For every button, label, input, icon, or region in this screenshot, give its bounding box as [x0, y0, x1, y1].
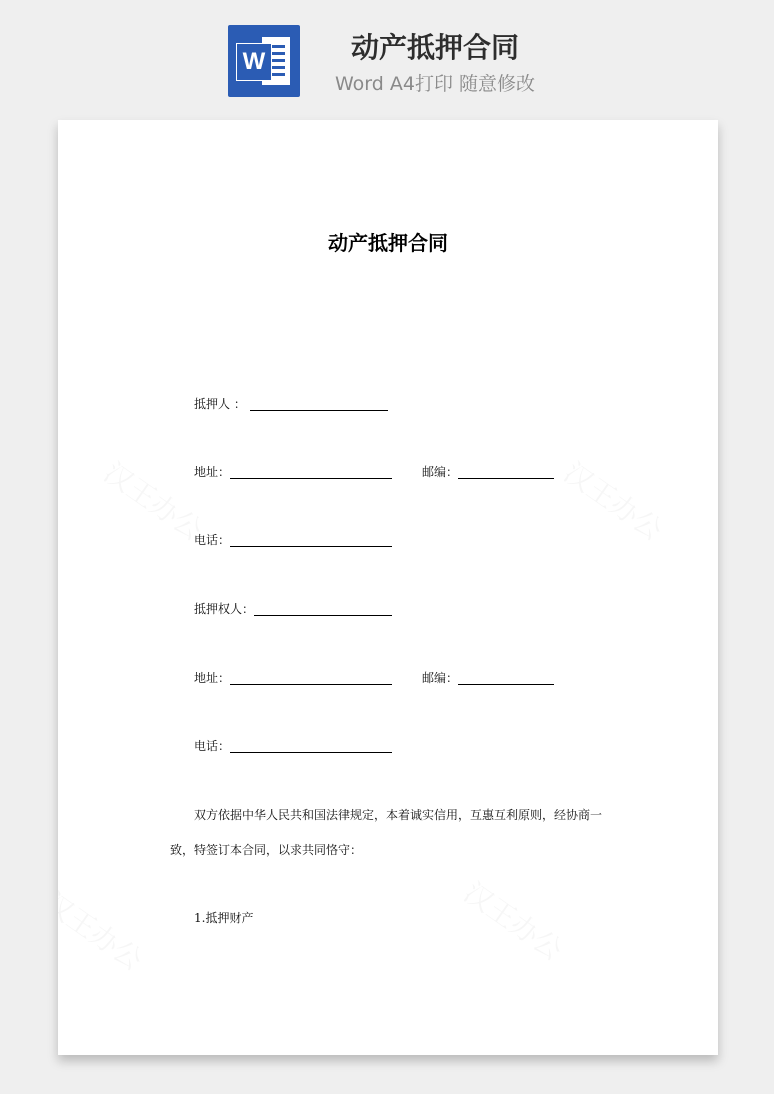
watermark — [58, 881, 151, 978]
address-blank[interactable] — [230, 464, 392, 479]
postcode-label: 邮编： — [422, 465, 459, 479]
watermark — [457, 871, 572, 968]
address-label: 地址： — [194, 671, 231, 685]
phone-blank[interactable] — [230, 738, 392, 753]
mortgagee-line — [194, 599, 392, 619]
mortgagor-phone-line — [194, 530, 392, 550]
mortgagee-address-line — [194, 668, 392, 688]
mortgagor-blank[interactable] — [250, 396, 388, 411]
postcode-blank[interactable] — [458, 670, 554, 685]
intro-paragraph-line1: 双方依据中华人民共和国法律规定，本着诚实信用，互惠互利原则，经协商一 — [194, 808, 603, 822]
mortgagor-line — [194, 394, 388, 414]
word-icon-letter: W — [236, 43, 272, 81]
banner-title: 动产抵押合同 — [350, 31, 519, 64]
document-title: 动产抵押合同 — [328, 231, 448, 255]
mortgagee-label: 抵押权人： — [194, 602, 255, 616]
phone-label: 电话： — [194, 533, 231, 547]
mortgagee-phone-line — [194, 736, 392, 756]
mortgagor-address-line — [194, 462, 392, 482]
mortgagee-postcode-line — [422, 668, 554, 688]
mortgagee-blank[interactable] — [254, 601, 392, 616]
section-heading: 1.抵押财产 — [194, 911, 254, 925]
phone-blank[interactable] — [230, 532, 392, 547]
document-page — [58, 120, 718, 1055]
banner-subtitle: Word A4打印 随意修改 — [334, 73, 535, 95]
mortgagor-label: 抵押人 ： — [194, 397, 246, 411]
address-label: 地址： — [194, 465, 231, 479]
address-blank[interactable] — [230, 670, 392, 685]
postcode-label: 邮编： — [422, 671, 459, 685]
mortgagor-postcode-line — [422, 462, 554, 482]
word-document-icon — [228, 25, 300, 97]
intro-paragraph-line2: 致，特签订本合同，以求共同恪守： — [170, 843, 363, 857]
banner — [0, 0, 774, 118]
watermark — [557, 451, 672, 548]
postcode-blank[interactable] — [458, 464, 554, 479]
phone-label: 电话： — [194, 739, 231, 753]
